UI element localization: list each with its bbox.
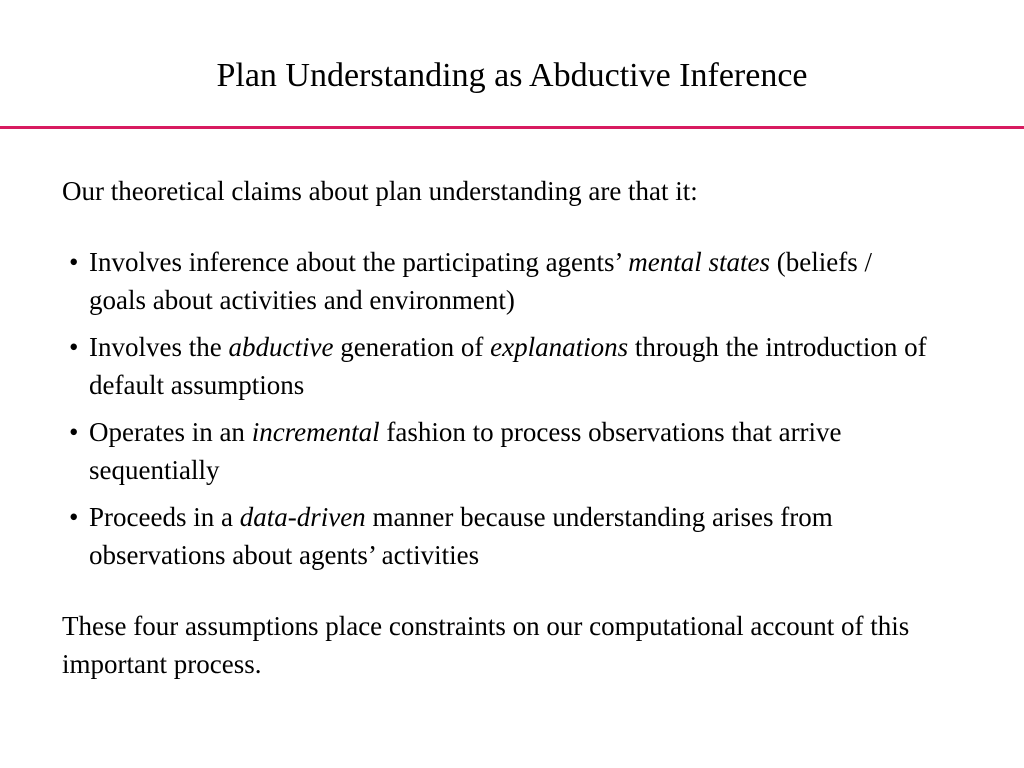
claim-text: Involves inference about the participating agents’ [89,247,629,277]
claim-text: through the introduction of default assumptions [89,332,927,400]
bullet-marker: • [69,502,79,532]
claim-item-incremental [0,413,929,489]
claim-text: (beliefs / goals about activities and environment) [89,247,873,315]
claim-item-data-driven [0,498,929,574]
claim-item-mental-states [0,243,929,319]
bullet-marker: • [69,417,79,447]
bullet-marker: • [69,332,79,362]
claim-emphasis: data-driven [239,502,366,532]
claim-item-abductive [0,328,929,404]
claim-emphasis: incremental [251,417,380,447]
claim-emphasis: mental states [628,247,771,277]
claim-text: Proceeds in a [89,502,240,532]
slide-title: Plan Understanding as Abductive Inference [216,57,808,94]
claim-emphasis: abductive [228,332,334,362]
intro-text: Our theoretical claims about plan understanding are that it: [62,176,698,206]
claim-text: manner because understanding arises from observations about agents’ activities [89,502,833,570]
claims-list [0,243,1024,583]
bullet-marker: • [69,247,79,277]
claim-emphasis: explanations [490,332,629,362]
claim-text: fashion to process observations that arrive sequentially [89,417,842,485]
closing-text: These four assumptions place constraints on our computational account of this important process. [62,611,910,679]
claim-text: Involves the [89,332,229,362]
claim-text: generation of [333,332,491,362]
claim-text: Operates in an [89,417,252,447]
title-divider [0,126,1024,129]
